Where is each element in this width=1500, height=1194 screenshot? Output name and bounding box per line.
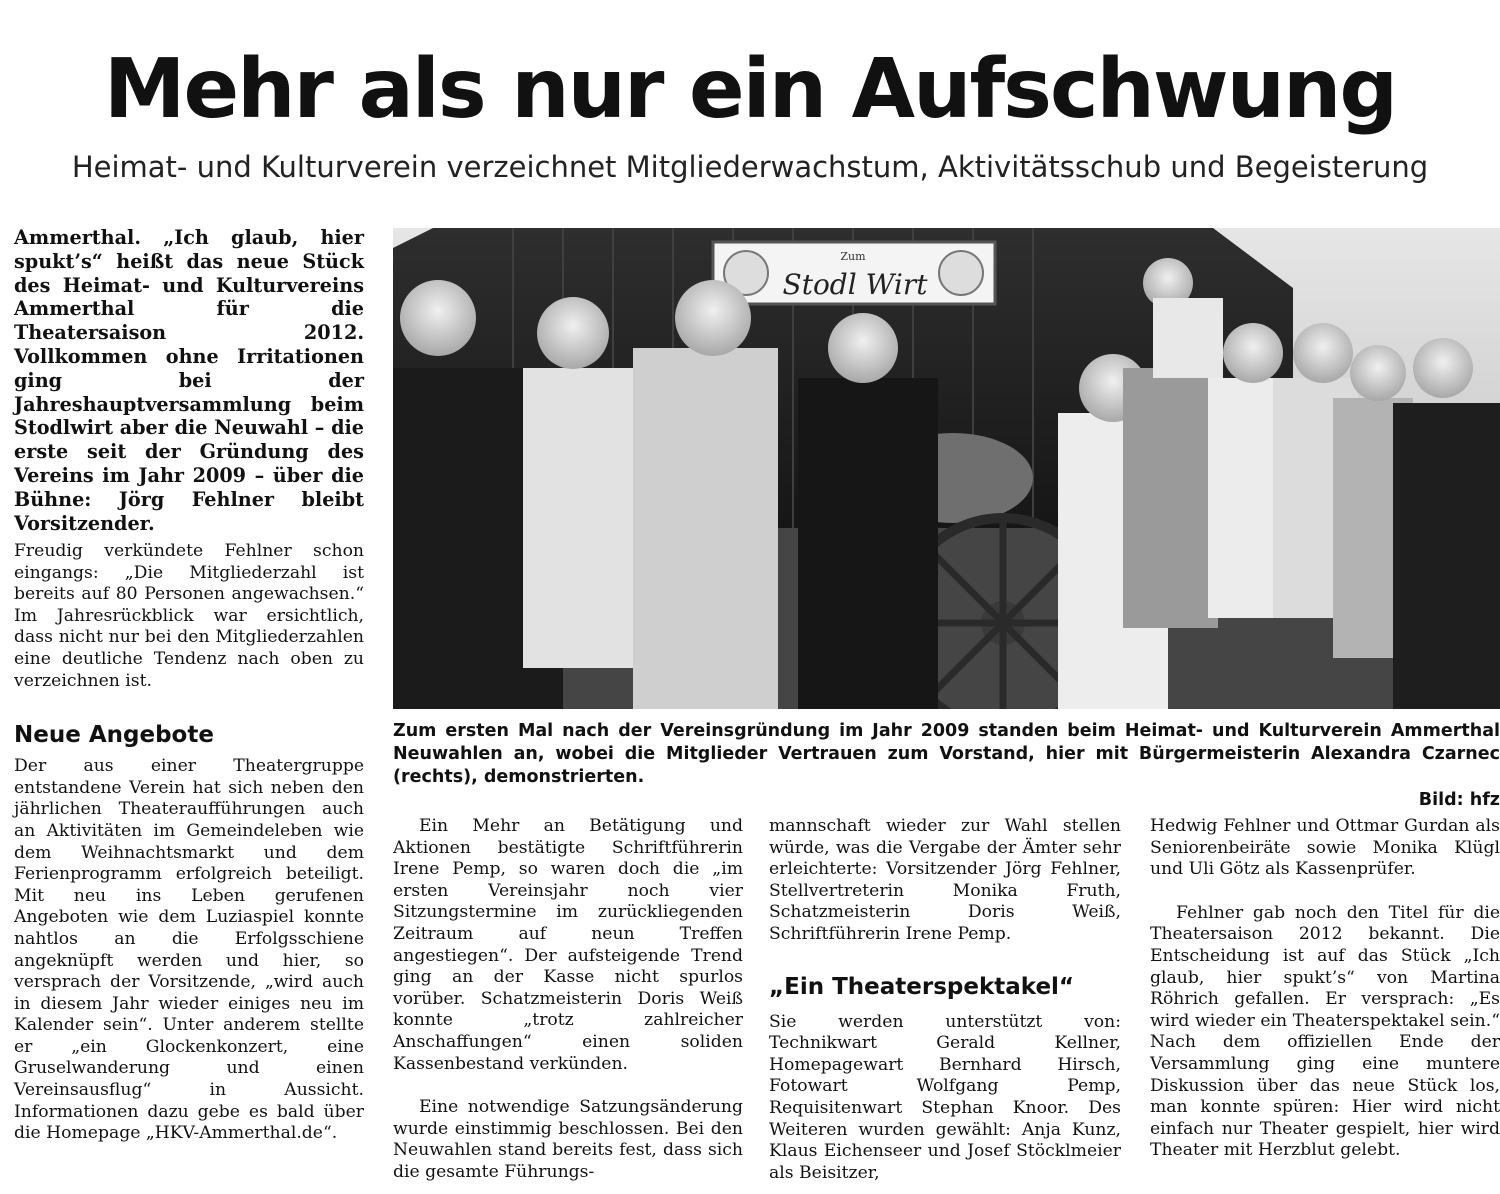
- column-3: [769, 816, 1121, 1184]
- photo-caption-text: Zum ersten Mal nach der Vereinsgründung im Jahr 2009 standen beim Heimat- und Kulturverein Ammerthal Neuwahlen an, wobei die Mitglieder Vertrauen zum Vorstand, hier mit Bürgermeisterin Alexandra Czarnec (rechts), demonstrierten.: [393, 721, 1500, 787]
- col4-paragraph-1: Hedwig Fehlner und Ottmar Gurdan als Seniorenbeiräte sowie Monika Klügl und Uli Götz als Kassenprüfer.: [1150, 816, 1500, 880]
- col2-paragraph-1: Ein Mehr an Betätigung und Aktionen bestätigte Schriftführerin Irene Pemp, so waren doch die „im ersten Vereinsjahr noch vier Sitzungstermine im zurückliegenden Zeitraum auf neun Treffen angestiegen“. Der aufsteigende Trend ging an der Kasse nicht spurlos vorüber. Schatzmeisterin Doris Weiß konnte „trotz zahlreicher Anschaffungen“ einen soliden Kassenbestand verkünden.: [393, 816, 743, 1074]
- lead-text: Ammerthal. „Ich glaub, hier spukt’s“ heißt das neue Stück des Heimat- und Kulturvereins Ammerthal für die Theatersaison 2012. Vollkommen ohne Irritationen ging bei der Jahreshauptversammlung beim Stodlwirt aber die Neuwahl – die erste seit der Gründung des Vereins im Jahr 2009 – über die Bühne: Jörg Fehlner bleibt Vorsitzender.: [14, 226, 364, 535]
- photo-credit: Bild: hfz: [1418, 790, 1500, 810]
- article-photo: [393, 228, 1500, 709]
- sign-name-text: Stodl Wirt: [782, 268, 928, 301]
- col1-paragraph-1: Freudig verkündete Fehlner schon eingangs: „Die Mitgliederzahl ist bereits auf 80 Personen angewachsen.“ Im Jahresrückblick war ersichtlich, dass nicht nur bei den Mitgliederzahlen eine deutliche Tendenz nach oben zu verzeichnen ist.: [14, 541, 364, 691]
- col4-paragraph-2: Fehlner gab noch den Titel für die Theatersaison 2012 bekannt. Die Entscheidung ist auf das Stück „Ich glaub, hier spukt’s“ von Martina Röhrich gefallen. Er versprach: „Es wird wieder ein Theaterspektakel sein.“ Nach dem offiziellen Ende der Versammlung ging eine muntere Diskussion über das neue Stück los, man konnte spüren: Hier wird nicht einfach nur Theater gespielt, hier wird Theater mit Herzblut gelebt.: [1150, 902, 1500, 1161]
- column-1: [14, 541, 364, 1145]
- photo-caption: [393, 720, 1500, 812]
- group-photo-image: [393, 228, 1500, 709]
- col1-paragraph-2: Der aus einer Theatergruppe entstandene Verein hat sich neben den jährlichen Theateraufführungen auch an Aktivitäten im Gemeindeleben wie dem Weihnachtsmarkt und dem Ferienprogramm erfolgreich beteiligt. Mit neu ins Leben gerufenen Angeboten wie dem Luziaspiel konnte nahtlos an die Erfolgsschiene angeknüpft werden und hier, so versprach der Vorsitzende, „wird auch in diesem Jahr wieder einiges neu im Kalender sein“. Unter anderem stellte er „ein Glockenkonzert, eine Gruselwanderung und einen Vereinsausflug“ in Aussicht. Informationen dazu gebe es bald über die Homepage „HKV-Ammerthal.de“.: [14, 756, 364, 1144]
- sign-small-text: Zum: [840, 250, 866, 263]
- lead-paragraph: [14, 226, 364, 535]
- subheading-theaterspektakel: „Ein Theaterspektakel“: [769, 973, 1075, 1000]
- column-4: [1150, 816, 1500, 1162]
- col3-paragraph-1: mannschaft wieder zur Wahl stellen würde, was die Vergabe der Ämter sehr erleichterte: Vorsitzender Jörg Fehlner, Stellvertreterin Monika Fruth, Schatzmeisterin Doris Weiß, Schriftführerin Irene Pemp.: [769, 816, 1121, 944]
- column-2: [393, 816, 743, 1184]
- subheadline: Heimat- und Kulturverein verzeichnet Mitgliederwachstum, Aktivitätsschub und Begeisterung: [71, 150, 1429, 184]
- subheading-neue-angebote: Neue Angebote: [14, 722, 214, 749]
- col2-paragraph-2: Eine notwendige Satzungsänderung wurde einstimmig beschlossen. Bei den Neuwahlen stand bereits fest, dass sich die gesamte Führungs-: [393, 1097, 743, 1182]
- col3-paragraph-2: Sie werden unterstützt von: Technikwart Gerald Kellner, Homepagewart Bernhard Hirsch, Fotowart Wolfgang Pemp, Requisitenwart Stephan Knoor. Des Weiteren wurden gewählt: Anja Kunz, Klaus Eichenseer und Josef Stöcklmeier als Beisitzer,: [769, 1011, 1121, 1183]
- headline: Mehr als nur ein Aufschwung: [103, 42, 1397, 137]
